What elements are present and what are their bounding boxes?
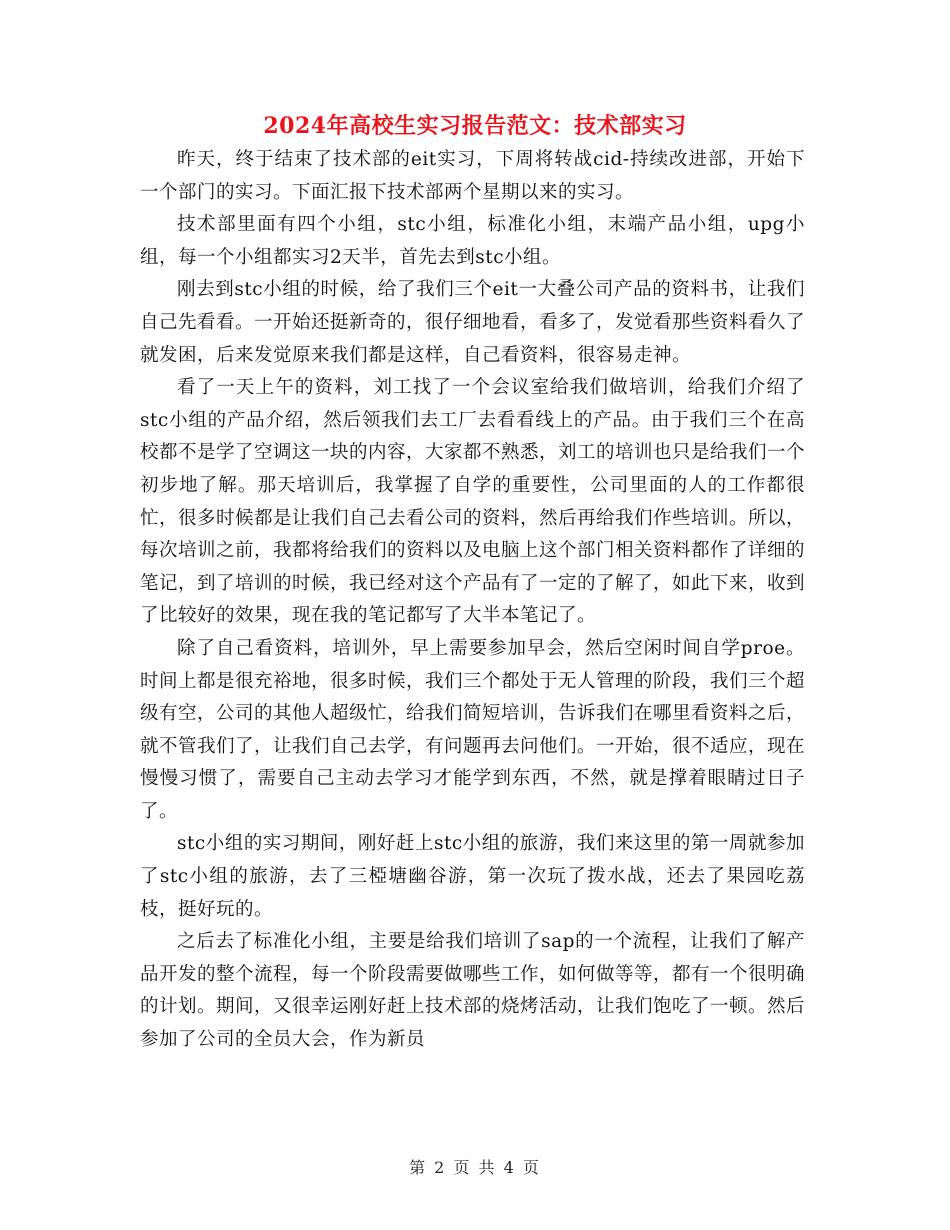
paragraph: 技术部里面有四个小组，stc小组，标准化小组，末端产品小组，upg小组，每一个小组都实习2天半，首先去到stc小组。: [140, 214, 805, 268]
paragraph: 刚去到stc小组的时候，给了我们三个eit一大叠公司产品的资料书，让我们自己先看看。一开始还挺新奇的，很仔细地看，看多了，发觉看那些资料看久了就发困，后来发觉原来我们都是这样，自己看资料，很容易走神。: [140, 279, 806, 366]
document-title: 2024年高校生实习报告范文：技术部实习: [263, 113, 687, 139]
document-body: [140, 144, 805, 1057]
paragraph: 昨天，终于结束了技术部的eit实习，下周将转战cid-持续改进部，开始下一个部门的实习。下面汇报下技术部两个星期以来的实习。: [140, 149, 805, 203]
paragraph: 除了自己看资料，培训外，早上需要参加早会，然后空闲时间自学proe。时间上都是很充裕地，很多时候，我们三个都处于无人管理的阶段，我们三个超级有空，公司的其他人超级忙，给我们简短培训，告诉我们在哪里看资料之后，就不管我们了，让我们自己去学，有问题再去问他们。一开始，很不适应，现在慢慢习惯了，需要自己主动去学习才能学到东西，不然，就是撑着眼睛过日子了。: [140, 637, 806, 822]
paragraph: 之后去了标准化小组，主要是给我们培训了sap的一个流程，让我们了解产品开发的整个流程，每一个阶段需要做哪些工作，如何做等等，都有一个很明确的计划。期间，又很幸运刚好赶上技术部的烧烤活动，让我们饱吃了一顿。然后参加了公司的全员大会，作为新员: [140, 931, 806, 1051]
paragraph: 看了一天上午的资料，刘工找了一个会议室给我们做培训，给我们介绍了stc小组的产品介绍，然后领我们去工厂去看看线上的产品。由于我们三个在高校都不是学了空调这一块的内容，大家都不熟悉，刘工的培训也只是给我们一个初步地了解。那天培训后，我掌握了自学的重要性，公司里面的人的工作都很忙，很多时候都是让我们自己去看公司的资料，然后再给我们作些培训。所以，每次培训之前，我都将给我们的资料以及电脑上这个部门相关资料都作了详细的笔记，到了培训的时候，我已经对这个产品有了一定的了解了，如此下来，收到了比较好的效果，现在我的笔记都写了大半本笔记了。: [140, 377, 806, 627]
page-number-footer: 第 2 页 共 4 页: [409, 1158, 541, 1177]
paragraph: stc小组的实习期间，刚好赶上stc小组的旅游，我们来这里的第一周就参加了stc小组的旅游，去了三椏塘幽谷游，第一次玩了拨水战，还去了果园吃荔枝，挺好玩的。: [140, 833, 805, 920]
